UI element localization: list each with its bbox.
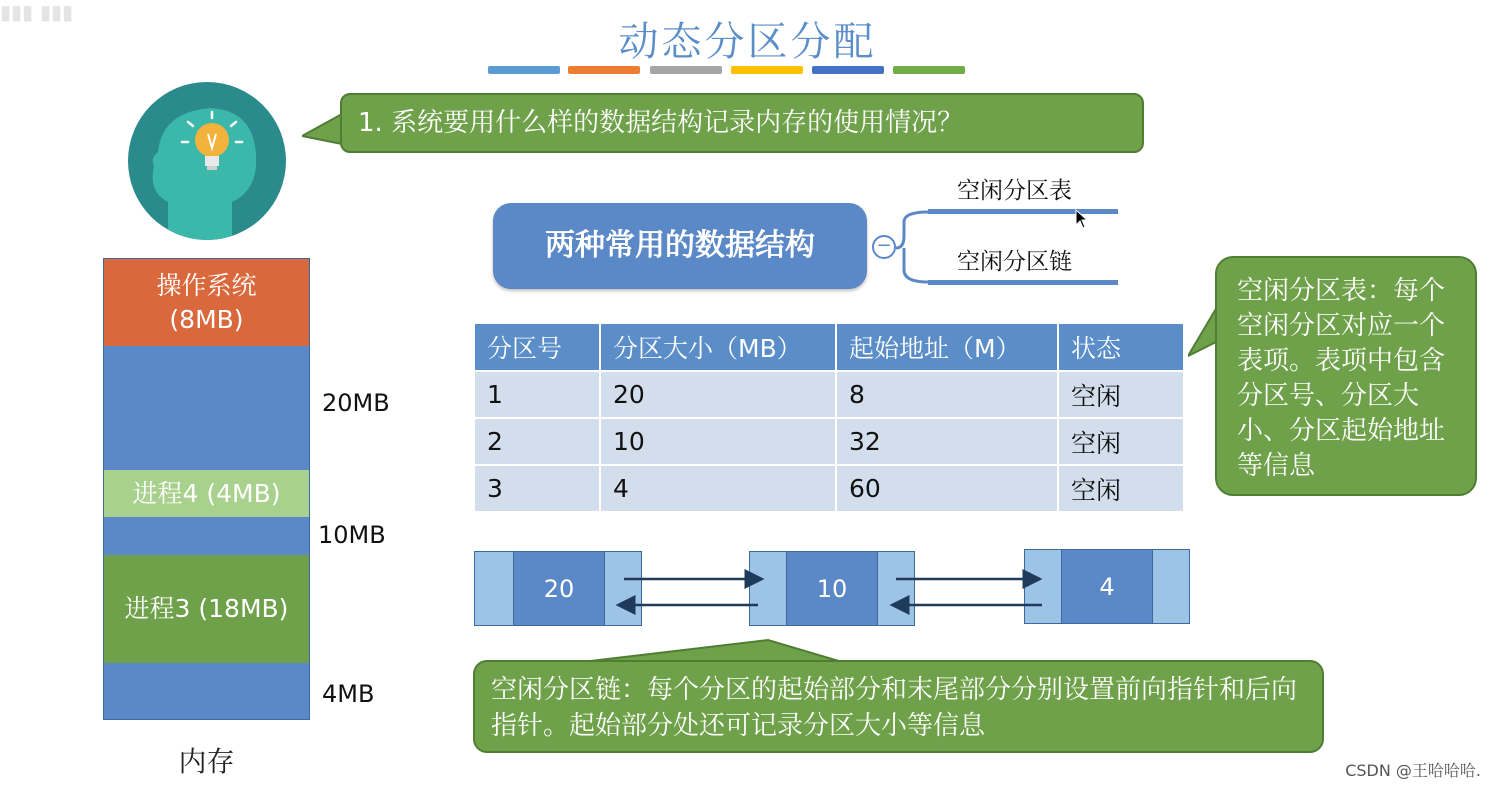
table-cell: 4 bbox=[601, 466, 835, 511]
col-partition-no: 分区号 bbox=[475, 324, 599, 370]
table-cell: 空闲 bbox=[1059, 372, 1183, 417]
table-header-row bbox=[475, 324, 1183, 370]
color-stripe-3 bbox=[650, 66, 722, 74]
free-size-label-10mb: 10MB bbox=[318, 521, 386, 549]
color-stripe-5 bbox=[812, 66, 884, 74]
free-size-label-4mb: 4MB bbox=[322, 680, 375, 708]
collapse-node-icon[interactable]: − bbox=[872, 235, 896, 259]
data-structures-node: 两种常用的数据结构 bbox=[493, 203, 867, 289]
memory-free-block-1 bbox=[103, 346, 310, 470]
col-partition-size: 分区大小（MB） bbox=[601, 324, 835, 370]
branch-free-partition-chain: 空闲分区链 bbox=[957, 249, 1072, 275]
chain-node-size: 20 bbox=[513, 552, 605, 625]
memory-free-block-3 bbox=[103, 663, 310, 720]
front-pointer bbox=[475, 552, 513, 625]
branch-free-partition-table: 空闲分区表 bbox=[957, 178, 1072, 204]
free-size-label-20mb: 20MB bbox=[322, 389, 390, 417]
branch-underline-1 bbox=[928, 209, 1118, 214]
table-row bbox=[475, 372, 1183, 417]
color-stripe-1 bbox=[488, 66, 560, 74]
color-stripe-2 bbox=[568, 66, 640, 74]
memory-block-process3-label: 进程3 (18MB) bbox=[124, 594, 289, 623]
chain-node-size: 10 bbox=[786, 552, 878, 625]
col-start-address: 起始地址（M） bbox=[837, 324, 1057, 370]
table-cell: 3 bbox=[475, 466, 599, 511]
memory-block-os-label: 操作系统 bbox=[156, 270, 257, 300]
table-cell: 10 bbox=[601, 419, 835, 464]
bubble-tail bbox=[302, 112, 344, 146]
mouse-pointer-icon bbox=[1075, 209, 1089, 229]
watermark: CSDN @王哈哈哈. bbox=[1345, 761, 1481, 780]
table-cell: 8 bbox=[837, 372, 1057, 417]
faded-logo: ▮▮▮ ▮▮▮ bbox=[0, 0, 73, 24]
table-row bbox=[475, 466, 1183, 511]
table-cell: 空闲 bbox=[1059, 466, 1183, 511]
table-row bbox=[475, 419, 1183, 464]
col-status: 状态 bbox=[1059, 324, 1183, 370]
color-stripe-6 bbox=[893, 66, 965, 74]
memory-block-process4 bbox=[103, 470, 310, 517]
chain-note-bubble: 空闲分区链：每个分区的起始部分和末尾部分分别设置前向指针和后向指针。起始部分处还可记录分区大小等信息 bbox=[473, 660, 1324, 753]
memory-block-process3 bbox=[103, 555, 310, 663]
page-title: 动态分区分配 bbox=[618, 19, 877, 65]
memory-block-os-size: (8MB) bbox=[169, 304, 244, 334]
free-partition-table bbox=[473, 322, 1185, 513]
table-cell: 20 bbox=[601, 372, 835, 417]
chain-arrows bbox=[610, 565, 1050, 615]
memory-block-os bbox=[103, 258, 310, 346]
memory-block-process4-label: 进程4 (4MB) bbox=[132, 478, 281, 508]
table-cell: 1 bbox=[475, 372, 599, 417]
table-cell: 2 bbox=[475, 419, 599, 464]
table-note-bubble: 空闲分区表：每个空闲分区对应一个表项。表项中包含分区号、分区大小、分区起始地址等信息 bbox=[1215, 256, 1477, 496]
question-bubble: 1. 系统要用什么样的数据结构记录内存的使用情况？ bbox=[340, 93, 1144, 153]
memory-caption: 内存 bbox=[178, 745, 235, 778]
table-cell: 32 bbox=[837, 419, 1057, 464]
memory-free-block-2 bbox=[103, 517, 310, 555]
table-cell: 60 bbox=[837, 466, 1057, 511]
chain-node-size: 4 bbox=[1061, 550, 1153, 623]
branch-underline-2 bbox=[928, 280, 1118, 285]
back-pointer bbox=[1153, 550, 1189, 623]
branch-connector bbox=[894, 208, 934, 288]
head-with-lightbulb-icon bbox=[128, 82, 286, 240]
table-cell: 空闲 bbox=[1059, 419, 1183, 464]
color-stripe-4 bbox=[731, 66, 803, 74]
